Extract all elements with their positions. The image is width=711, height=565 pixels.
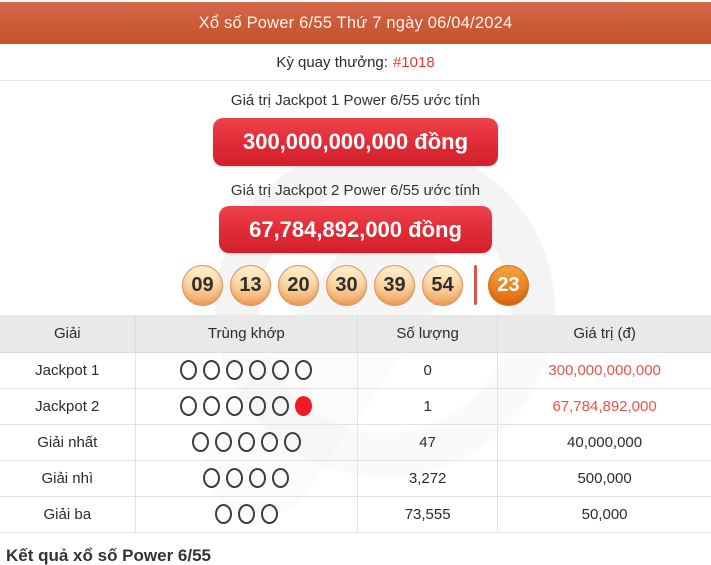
count-cell: 3,272	[358, 460, 498, 496]
divider	[0, 80, 711, 81]
value-cell: 300,000,000,000	[498, 352, 711, 388]
count-cell: 73,555	[358, 496, 498, 532]
match-open-circle-icon	[215, 504, 232, 524]
special-ball-separator	[474, 265, 477, 305]
match-cell	[135, 424, 358, 460]
value-cell: 50,000	[498, 496, 711, 532]
header-value: Giá trị (đ)	[498, 315, 711, 352]
match-open-circle-icon	[192, 432, 209, 452]
match-open-circle-icon	[261, 504, 278, 524]
header-prize: Giải	[0, 315, 135, 352]
jackpot1-caption: Giá trị Jackpot 1 Power 6/55 ước tính	[230, 92, 481, 109]
count-cell: 1	[358, 388, 498, 424]
table-row	[0, 352, 711, 388]
value-cell: 500,000	[498, 460, 711, 496]
match-open-circle-icon	[215, 432, 232, 452]
special-ball-23: 23	[488, 265, 529, 306]
match-open-circle-icon	[238, 504, 255, 524]
page-title-bar	[0, 2, 711, 44]
ball-13: 13	[230, 265, 271, 306]
match-open-circle-icon	[272, 360, 289, 380]
table-row	[0, 388, 711, 424]
match-open-circle-icon	[226, 360, 243, 380]
table-row	[0, 496, 711, 532]
match-open-circle-icon	[272, 396, 289, 416]
match-open-circle-icon	[295, 360, 312, 380]
prize-table	[0, 315, 711, 533]
match-open-circle-icon	[249, 468, 266, 488]
match-open-circle-icon	[249, 396, 266, 416]
cutoff-text: Kết quả xổ số Power 6/55	[6, 546, 212, 565]
match-open-circle-icon	[180, 360, 197, 380]
match-cell	[135, 460, 358, 496]
match-filled-circle-icon	[295, 396, 312, 416]
header-match: Trùng khớp	[135, 315, 358, 352]
value-cell: 40,000,000	[498, 424, 711, 460]
prize-cell: Giải ba	[0, 496, 135, 532]
match-open-circle-icon	[261, 432, 278, 452]
match-open-circle-icon	[238, 432, 255, 452]
draw-period-label: Kỳ quay thưởng:	[276, 53, 388, 71]
ball-09: 09	[182, 265, 223, 306]
match-open-circle-icon	[203, 396, 220, 416]
match-open-circle-icon	[272, 468, 289, 488]
jackpot2-amount-button[interactable]: 67,784,892,000 đồng	[219, 206, 492, 253]
match-open-circle-icon	[249, 360, 266, 380]
match-open-circle-icon	[203, 468, 220, 488]
table-header-row	[0, 315, 711, 352]
match-open-circle-icon	[180, 396, 197, 416]
table-row	[0, 460, 711, 496]
match-cell	[135, 352, 358, 388]
table-row	[0, 424, 711, 460]
match-cell	[135, 388, 358, 424]
value-cell: 67,784,892,000	[498, 388, 711, 424]
page-title: Xổ số Power 6/55 Thứ 7 ngày 06/04/2024	[198, 13, 513, 32]
match-open-circle-icon	[203, 360, 220, 380]
ball-54: 54	[422, 265, 463, 306]
ball-39: 39	[374, 265, 415, 306]
match-open-circle-icon	[226, 468, 243, 488]
draw-period	[0, 44, 711, 80]
winning-numbers-row	[0, 263, 711, 307]
jackpot2-caption: Giá trị Jackpot 2 Power 6/55 ước tính	[230, 182, 481, 199]
lottery-results-page	[0, 2, 711, 565]
count-cell: 0	[358, 352, 498, 388]
prize-cell: Jackpot 2	[0, 388, 135, 424]
match-open-circle-icon	[284, 432, 301, 452]
header-count: Số lượng	[358, 315, 498, 352]
prize-cell: Giải nhì	[0, 460, 135, 496]
draw-period-id: #1018	[392, 53, 435, 71]
jackpot1-amount-button[interactable]: 300,000,000,000 đồng	[213, 118, 498, 166]
ball-20: 20	[278, 265, 319, 306]
count-cell: 47	[358, 424, 498, 460]
prize-cell: Jackpot 1	[0, 352, 135, 388]
prize-cell: Giải nhất	[0, 424, 135, 460]
match-open-circle-icon	[226, 396, 243, 416]
match-cell	[135, 496, 358, 532]
ball-30: 30	[326, 265, 367, 306]
